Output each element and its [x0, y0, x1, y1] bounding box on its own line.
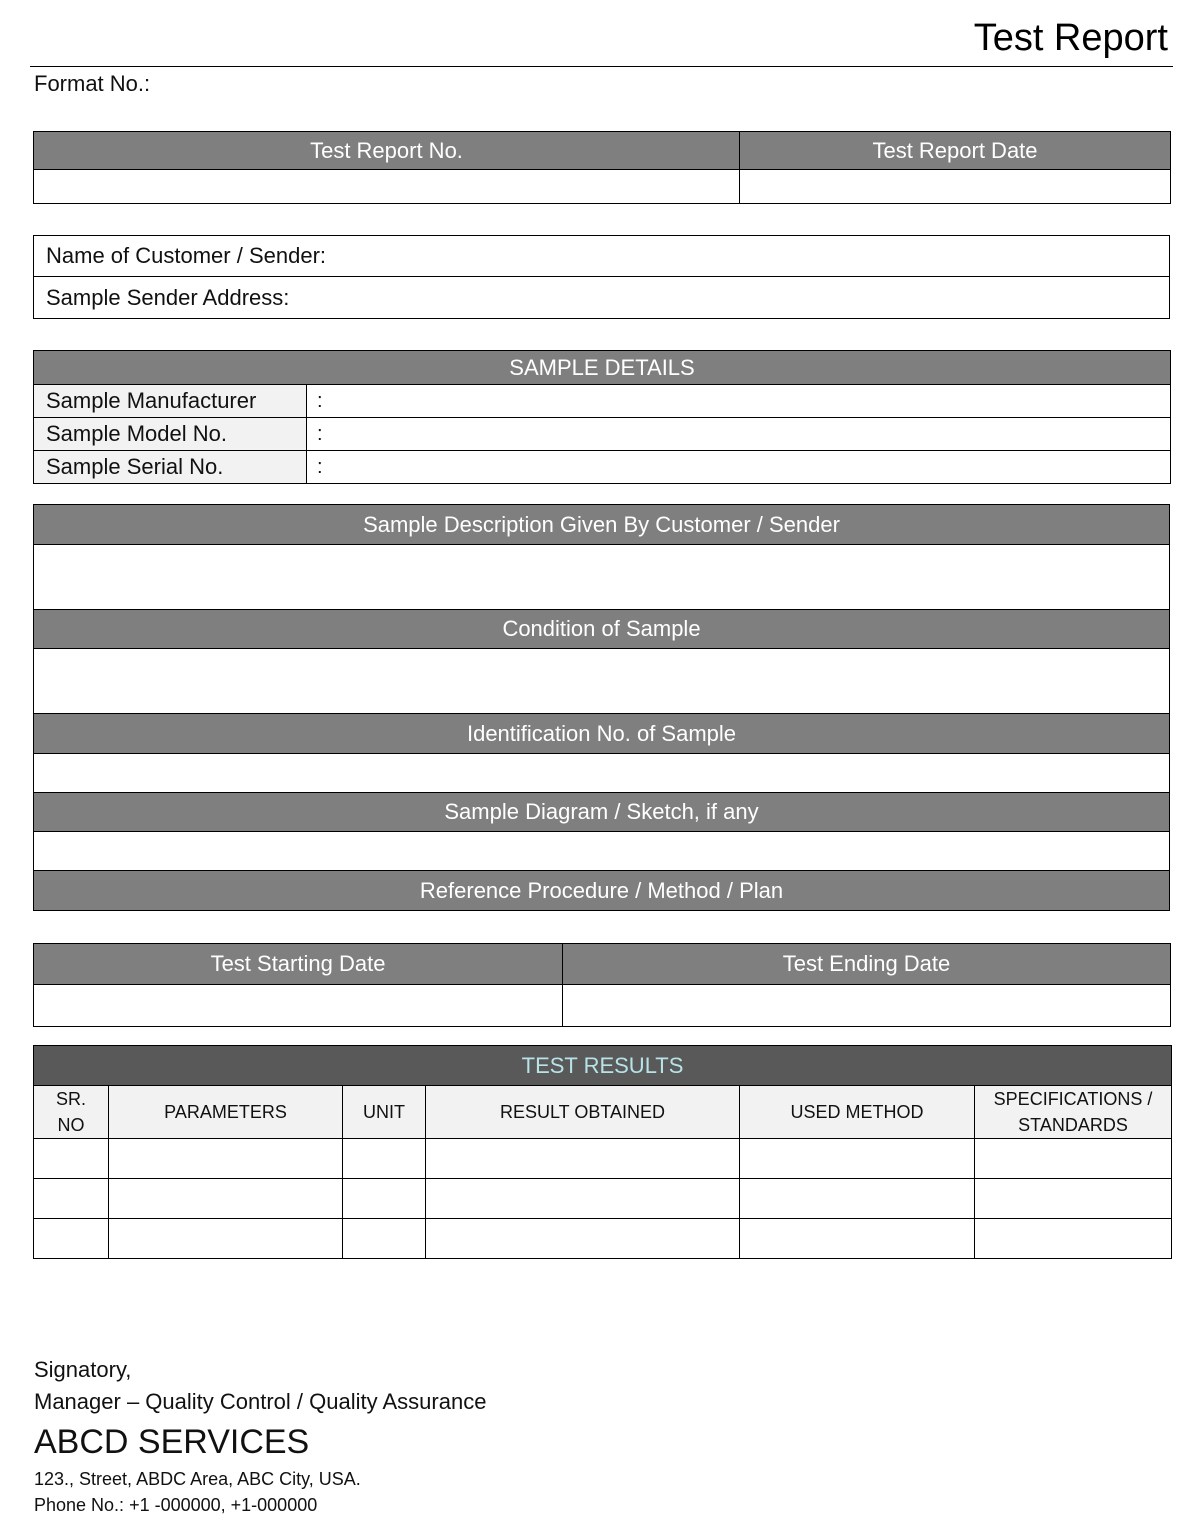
sender-address-label[interactable]: Sample Sender Address:: [34, 277, 1170, 319]
signatory-designation: Manager – Quality Control / Quality Assurance: [34, 1389, 487, 1414]
col-result-obtained: RESULT OBTAINED: [426, 1086, 740, 1139]
identification-heading: Identification No. of Sample: [34, 714, 1170, 754]
end-date-field[interactable]: [563, 985, 1171, 1027]
result-cell[interactable]: [109, 1179, 343, 1219]
sample-serial-label: Sample Serial No.: [34, 451, 307, 484]
condition-field[interactable]: [34, 649, 1170, 714]
identification-field[interactable]: [34, 754, 1170, 793]
table-row: [34, 1219, 1172, 1259]
col-sr-no: [34, 1086, 109, 1139]
result-cell[interactable]: [34, 1179, 109, 1219]
test-dates-table: [33, 943, 1171, 1027]
result-cell[interactable]: [975, 1179, 1172, 1219]
col-parameters: PARAMETERS: [109, 1086, 343, 1139]
result-cell[interactable]: [975, 1139, 1172, 1179]
diagram-heading: Sample Diagram / Sketch, if any: [34, 793, 1170, 832]
result-cell[interactable]: [426, 1179, 740, 1219]
customer-name-label[interactable]: Name of Customer / Sender:: [34, 236, 1170, 277]
result-cell[interactable]: [109, 1219, 343, 1259]
signatory-label: Signatory,: [34, 1357, 132, 1382]
result-cell[interactable]: [740, 1139, 975, 1179]
col-specifications-text: SPECIFICATIONS / STANDARDS: [993, 1089, 1153, 1135]
start-date-field[interactable]: [34, 985, 563, 1027]
report-number-table: [33, 131, 1171, 204]
col-specifications: [975, 1086, 1172, 1139]
col-unit: UNIT: [343, 1086, 426, 1139]
customer-table: [33, 235, 1170, 319]
result-cell[interactable]: [426, 1219, 740, 1259]
col-used-method: USED METHOD: [740, 1086, 975, 1139]
result-cell[interactable]: [34, 1139, 109, 1179]
sample-manufacturer-label: Sample Manufacturer: [34, 385, 307, 418]
page-title: Test Report: [973, 17, 1168, 59]
result-cell[interactable]: [343, 1179, 426, 1219]
sample-serial-field[interactable]: :: [307, 451, 1171, 484]
sample-details-heading: SAMPLE DETAILS: [34, 351, 1171, 385]
test-results-heading: TEST RESULTS: [34, 1046, 1172, 1086]
report-no-header: Test Report No.: [34, 132, 740, 170]
result-cell[interactable]: [34, 1219, 109, 1259]
sample-model-field[interactable]: :: [307, 418, 1171, 451]
table-row: [34, 1179, 1172, 1219]
description-heading: Sample Description Given By Customer / Sender: [34, 505, 1170, 545]
start-date-header: Test Starting Date: [34, 944, 563, 985]
table-row: [34, 1139, 1172, 1179]
result-cell[interactable]: [343, 1219, 426, 1259]
description-field[interactable]: [34, 545, 1170, 610]
result-cell[interactable]: [975, 1219, 1172, 1259]
sample-details-table: [33, 350, 1171, 484]
sample-manufacturer-field[interactable]: :: [307, 385, 1171, 418]
result-cell[interactable]: [426, 1139, 740, 1179]
report-no-field[interactable]: [34, 170, 740, 204]
diagram-field[interactable]: [34, 832, 1170, 871]
company-name: ABCD SERVICES: [34, 1423, 310, 1461]
result-cell[interactable]: [109, 1139, 343, 1179]
company-phone: Phone No.: +1 -000000, +1-000000: [34, 1495, 318, 1515]
title-divider: [30, 66, 1173, 67]
sample-model-label: Sample Model No.: [34, 418, 307, 451]
report-date-field[interactable]: [740, 170, 1171, 204]
condition-heading: Condition of Sample: [34, 610, 1170, 649]
test-results-table: [33, 1045, 1172, 1259]
reference-heading: Reference Procedure / Method / Plan: [34, 871, 1170, 911]
report-date-header: Test Report Date: [740, 132, 1171, 170]
company-address: 123., Street, ABDC Area, ABC City, USA.: [34, 1469, 361, 1489]
end-date-header: Test Ending Date: [563, 944, 1171, 985]
result-cell[interactable]: [740, 1219, 975, 1259]
sample-description-table: [33, 504, 1170, 911]
result-cell[interactable]: [343, 1139, 426, 1179]
col-sr-no-text: SR. NO: [55, 1089, 86, 1135]
format-no-label: Format No.:: [34, 71, 151, 96]
result-cell[interactable]: [740, 1179, 975, 1219]
